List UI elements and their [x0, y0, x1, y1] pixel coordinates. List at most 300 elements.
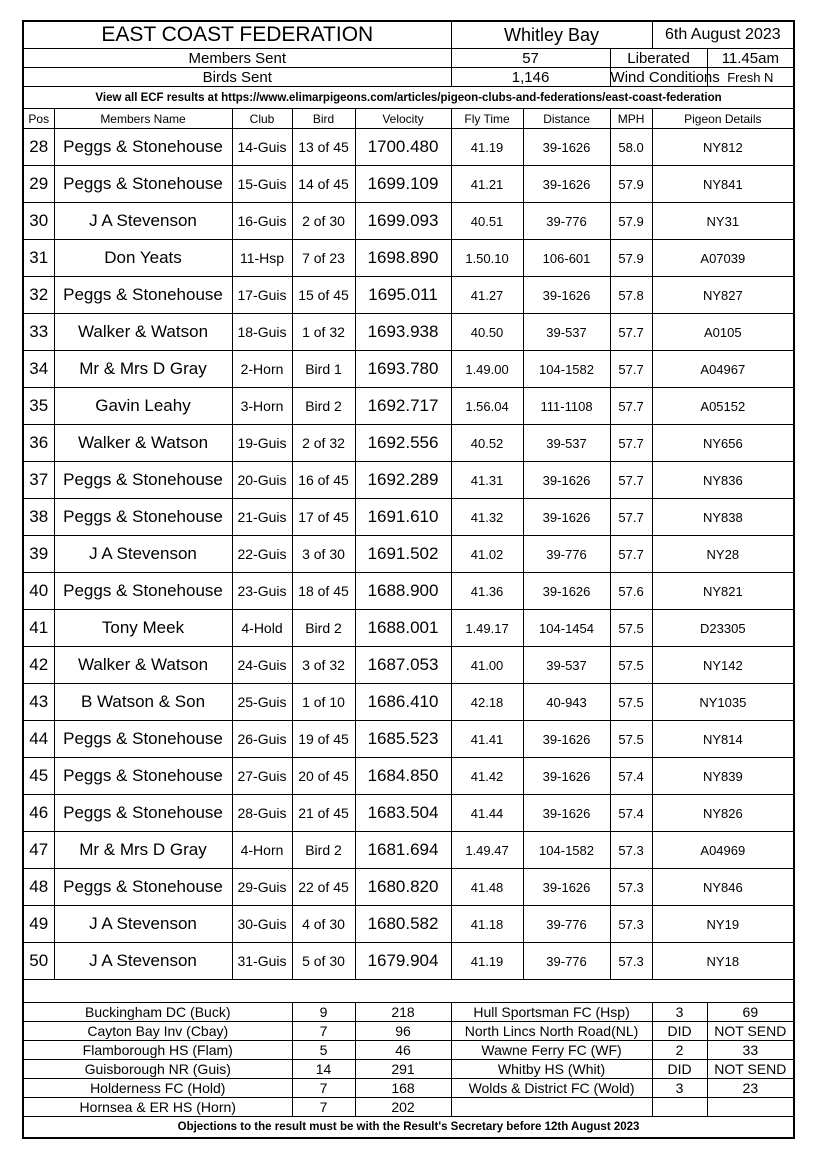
- cell-fly-time: 41.36: [451, 573, 523, 610]
- cell-bird: 15 of 45: [292, 277, 355, 314]
- table-row: [23, 203, 794, 240]
- table-row: [23, 573, 794, 610]
- cell-member-name: Peggs & Stonehouse: [54, 758, 232, 795]
- cell-pigeon-details: NY31: [652, 203, 794, 240]
- cell-club: 14-Guis: [232, 129, 292, 166]
- cell-club: 30-Guis: [232, 906, 292, 943]
- cell-pos: 29: [23, 166, 54, 203]
- cell-fly-time: 41.00: [451, 647, 523, 684]
- cell-pos: 38: [23, 499, 54, 536]
- cell-club: 16-Guis: [232, 203, 292, 240]
- col-members-name: Members Name: [54, 109, 232, 129]
- cell-velocity: 1699.109: [355, 166, 451, 203]
- summary-club-name: Cayton Bay Inv (Cbay): [23, 1022, 292, 1041]
- race-location: Whitley Bay: [451, 21, 652, 49]
- cell-velocity: 1698.890: [355, 240, 451, 277]
- cell-mph: 57.3: [610, 943, 652, 980]
- cell-mph: 57.7: [610, 314, 652, 351]
- table-row: [23, 462, 794, 499]
- cell-pigeon-details: NY656: [652, 425, 794, 462]
- cell-bird: Bird 1: [292, 351, 355, 388]
- summary-club-name: Holderness FC (Hold): [23, 1079, 292, 1098]
- spacer-row: [23, 980, 794, 1003]
- cell-velocity: 1700.480: [355, 129, 451, 166]
- cell-fly-time: 41.44: [451, 795, 523, 832]
- cell-mph: 57.8: [610, 277, 652, 314]
- birds-sent-label: Birds Sent: [23, 68, 451, 87]
- birds-sent-row: [23, 68, 794, 87]
- cell-member-name: Peggs & Stonehouse: [54, 721, 232, 758]
- summary-members-count: 2: [652, 1041, 707, 1060]
- summary-birds-count: 202: [355, 1098, 451, 1117]
- cell-distance: 40-943: [523, 684, 610, 721]
- cell-fly-time: 41.19: [451, 129, 523, 166]
- cell-member-name: Peggs & Stonehouse: [54, 795, 232, 832]
- cell-club: 15-Guis: [232, 166, 292, 203]
- wind-value: Fresh N: [707, 68, 794, 87]
- cell-pigeon-details: A07039: [652, 240, 794, 277]
- cell-fly-time: 41.21: [451, 166, 523, 203]
- col-velocity: Velocity: [355, 109, 451, 129]
- cell-fly-time: 1.49.17: [451, 610, 523, 647]
- cell-member-name: Walker & Watson: [54, 647, 232, 684]
- col-pos: Pos: [23, 109, 54, 129]
- summary-birds-count: 291: [355, 1060, 451, 1079]
- cell-pigeon-details: A04969: [652, 832, 794, 869]
- cell-velocity: 1686.410: [355, 684, 451, 721]
- cell-club: 20-Guis: [232, 462, 292, 499]
- cell-fly-time: 41.48: [451, 869, 523, 906]
- cell-fly-time: 41.27: [451, 277, 523, 314]
- results-sheet: [22, 20, 793, 1139]
- federation-title: EAST COAST FEDERATION: [23, 21, 451, 49]
- cell-distance: 39-1626: [523, 869, 610, 906]
- col-distance: Distance: [523, 109, 610, 129]
- cell-fly-time: 40.50: [451, 314, 523, 351]
- cell-fly-time: 42.18: [451, 684, 523, 721]
- cell-club: 23-Guis: [232, 573, 292, 610]
- cell-pigeon-details: NY812: [652, 129, 794, 166]
- cell-velocity: 1679.904: [355, 943, 451, 980]
- summary-birds-count: 96: [355, 1022, 451, 1041]
- cell-pos: 31: [23, 240, 54, 277]
- members-sent-row: [23, 49, 794, 68]
- table-row: [23, 869, 794, 906]
- cell-velocity: 1688.001: [355, 610, 451, 647]
- cell-velocity: 1692.717: [355, 388, 451, 425]
- cell-distance: 39-1626: [523, 795, 610, 832]
- cell-club: 18-Guis: [232, 314, 292, 351]
- cell-mph: 57.3: [610, 832, 652, 869]
- cell-distance: 39-537: [523, 425, 610, 462]
- cell-pos: 44: [23, 721, 54, 758]
- cell-pos: 47: [23, 832, 54, 869]
- objections-note: Objections to the result must be with the Result's Secretary before 12th August 2023: [23, 1117, 794, 1139]
- cell-pigeon-details: NY142: [652, 647, 794, 684]
- cell-distance: 39-1626: [523, 499, 610, 536]
- cell-pos: 49: [23, 906, 54, 943]
- cell-pos: 34: [23, 351, 54, 388]
- cell-pigeon-details: NY841: [652, 166, 794, 203]
- cell-pigeon-details: A0105: [652, 314, 794, 351]
- cell-pos: 32: [23, 277, 54, 314]
- cell-mph: 57.7: [610, 388, 652, 425]
- table-row: [23, 943, 794, 980]
- table-row: [23, 906, 794, 943]
- cell-velocity: 1683.504: [355, 795, 451, 832]
- cell-velocity: 1687.053: [355, 647, 451, 684]
- summary-club-name: North Lincs North Road(NL): [451, 1022, 652, 1041]
- cell-mph: 57.3: [610, 906, 652, 943]
- cell-velocity: 1681.694: [355, 832, 451, 869]
- cell-fly-time: 41.32: [451, 499, 523, 536]
- cell-member-name: Peggs & Stonehouse: [54, 462, 232, 499]
- cell-club: 4-Hold: [232, 610, 292, 647]
- cell-bird: 17 of 45: [292, 499, 355, 536]
- cell-distance: 39-1626: [523, 573, 610, 610]
- cell-fly-time: 1.49.00: [451, 351, 523, 388]
- summary-rows: [23, 1003, 794, 1117]
- summary-club-name: Flamborough HS (Flam): [23, 1041, 292, 1060]
- cell-pos: 35: [23, 388, 54, 425]
- cell-member-name: J A Stevenson: [54, 536, 232, 573]
- table-row: [23, 499, 794, 536]
- cell-bird: 18 of 45: [292, 573, 355, 610]
- cell-fly-time: 40.51: [451, 203, 523, 240]
- cell-pos: 40: [23, 573, 54, 610]
- cell-bird: 4 of 30: [292, 906, 355, 943]
- cell-pos: 33: [23, 314, 54, 351]
- summary-members-count: DID: [652, 1022, 707, 1041]
- cell-pigeon-details: NY28: [652, 536, 794, 573]
- cell-member-name: Tony Meek: [54, 610, 232, 647]
- cell-bird: 1 of 10: [292, 684, 355, 721]
- cell-club: 24-Guis: [232, 647, 292, 684]
- cell-member-name: Mr & Mrs D Gray: [54, 351, 232, 388]
- cell-bird: 1 of 32: [292, 314, 355, 351]
- cell-mph: 57.9: [610, 166, 652, 203]
- cell-distance: 104-1454: [523, 610, 610, 647]
- summary-club-name: Wawne Ferry FC (WF): [451, 1041, 652, 1060]
- summary-members-count: 7: [292, 1098, 355, 1117]
- cell-pigeon-details: NY821: [652, 573, 794, 610]
- cell-pigeon-details: A05152: [652, 388, 794, 425]
- cell-pos: 30: [23, 203, 54, 240]
- column-header-row: [23, 109, 794, 129]
- results-link[interactable]: View all ECF results at https://www.elimarpigeons.com/articles/pigeon-clubs-and-federations/east-coast-federation: [23, 87, 794, 109]
- col-pigeon-details: Pigeon Details: [652, 109, 794, 129]
- table-row: [23, 758, 794, 795]
- cell-pos: 28: [23, 129, 54, 166]
- summary-birds-count: [707, 1098, 794, 1117]
- cell-fly-time: 1.56.04: [451, 388, 523, 425]
- table-row: [23, 277, 794, 314]
- table-row: [23, 795, 794, 832]
- summary-club-name: Guisborough NR (Guis): [23, 1060, 292, 1079]
- cell-club: 22-Guis: [232, 536, 292, 573]
- cell-pos: 36: [23, 425, 54, 462]
- cell-bird: 2 of 30: [292, 203, 355, 240]
- cell-bird: 2 of 32: [292, 425, 355, 462]
- cell-member-name: B Watson & Son: [54, 684, 232, 721]
- cell-club: 29-Guis: [232, 869, 292, 906]
- cell-club: 21-Guis: [232, 499, 292, 536]
- cell-fly-time: 41.19: [451, 943, 523, 980]
- cell-member-name: Peggs & Stonehouse: [54, 129, 232, 166]
- summary-birds-count: 23: [707, 1079, 794, 1098]
- cell-bird: 5 of 30: [292, 943, 355, 980]
- cell-bird: 22 of 45: [292, 869, 355, 906]
- cell-bird: 19 of 45: [292, 721, 355, 758]
- members-sent-value: 57: [451, 49, 610, 68]
- cell-bird: 3 of 30: [292, 536, 355, 573]
- summary-row: [23, 1098, 794, 1117]
- cell-pos: 37: [23, 462, 54, 499]
- summary-row: [23, 1060, 794, 1079]
- cell-distance: 39-776: [523, 203, 610, 240]
- summary-club-name: Hornsea & ER HS (Horn): [23, 1098, 292, 1117]
- cell-fly-time: 40.52: [451, 425, 523, 462]
- cell-pigeon-details: NY838: [652, 499, 794, 536]
- table-row: [23, 536, 794, 573]
- summary-birds-count: 33: [707, 1041, 794, 1060]
- cell-velocity: 1680.820: [355, 869, 451, 906]
- cell-bird: 13 of 45: [292, 129, 355, 166]
- summary-birds-count: 218: [355, 1003, 451, 1022]
- cell-mph: 57.7: [610, 462, 652, 499]
- cell-velocity: 1691.502: [355, 536, 451, 573]
- cell-pos: 41: [23, 610, 54, 647]
- col-club: Club: [232, 109, 292, 129]
- cell-club: 28-Guis: [232, 795, 292, 832]
- cell-member-name: Mr & Mrs D Gray: [54, 832, 232, 869]
- liberated-label: Liberated: [610, 49, 707, 68]
- cell-member-name: J A Stevenson: [54, 203, 232, 240]
- cell-pigeon-details: NY826: [652, 795, 794, 832]
- cell-mph: 57.5: [610, 721, 652, 758]
- cell-distance: 39-1626: [523, 129, 610, 166]
- summary-club-name: Hull Sportsman FC (Hsp): [451, 1003, 652, 1022]
- table-row: [23, 721, 794, 758]
- cell-pos: 42: [23, 647, 54, 684]
- results-table: [22, 20, 795, 1139]
- members-sent-label: Members Sent: [23, 49, 451, 68]
- cell-club: 26-Guis: [232, 721, 292, 758]
- table-row: [23, 425, 794, 462]
- cell-pos: 45: [23, 758, 54, 795]
- cell-pigeon-details: NY18: [652, 943, 794, 980]
- summary-birds-count: NOT SEND: [707, 1060, 794, 1079]
- cell-mph: 57.3: [610, 869, 652, 906]
- summary-club-name: Whitby HS (Whit): [451, 1060, 652, 1079]
- table-row: [23, 610, 794, 647]
- col-mph: MPH: [610, 109, 652, 129]
- cell-velocity: 1691.610: [355, 499, 451, 536]
- cell-member-name: Gavin Leahy: [54, 388, 232, 425]
- cell-bird: 20 of 45: [292, 758, 355, 795]
- cell-pigeon-details: NY836: [652, 462, 794, 499]
- cell-mph: 57.7: [610, 425, 652, 462]
- summary-members-count: 7: [292, 1079, 355, 1098]
- cell-bird: 21 of 45: [292, 795, 355, 832]
- cell-mph: 57.9: [610, 240, 652, 277]
- cell-bird: Bird 2: [292, 832, 355, 869]
- cell-pigeon-details: NY1035: [652, 684, 794, 721]
- cell-pigeon-details: NY19: [652, 906, 794, 943]
- wind-label: Wind Conditions: [610, 68, 720, 86]
- cell-distance: 39-537: [523, 314, 610, 351]
- cell-club: 11-Hsp: [232, 240, 292, 277]
- cell-velocity: 1680.582: [355, 906, 451, 943]
- cell-bird: 14 of 45: [292, 166, 355, 203]
- cell-fly-time: 1.49.47: [451, 832, 523, 869]
- cell-fly-time: 1.50.10: [451, 240, 523, 277]
- table-row: [23, 240, 794, 277]
- cell-pigeon-details: A04967: [652, 351, 794, 388]
- col-fly-time: Fly Time: [451, 109, 523, 129]
- cell-club: 25-Guis: [232, 684, 292, 721]
- cell-distance: 39-537: [523, 647, 610, 684]
- summary-row: [23, 1022, 794, 1041]
- cell-distance: 39-1626: [523, 721, 610, 758]
- table-row: [23, 314, 794, 351]
- cell-pos: 39: [23, 536, 54, 573]
- footer-row: [23, 1117, 794, 1139]
- cell-club: 2-Horn: [232, 351, 292, 388]
- table-row: [23, 129, 794, 166]
- summary-members-count: 3: [652, 1079, 707, 1098]
- cell-distance: 39-776: [523, 906, 610, 943]
- result-rows: [23, 129, 794, 980]
- table-row: [23, 832, 794, 869]
- cell-club: 19-Guis: [232, 425, 292, 462]
- cell-distance: 39-1626: [523, 166, 610, 203]
- summary-row: [23, 1003, 794, 1022]
- cell-fly-time: 41.02: [451, 536, 523, 573]
- cell-fly-time: 41.31: [451, 462, 523, 499]
- cell-pos: 46: [23, 795, 54, 832]
- cell-velocity: 1695.011: [355, 277, 451, 314]
- cell-mph: 57.4: [610, 758, 652, 795]
- table-row: [23, 647, 794, 684]
- cell-mph: 57.4: [610, 795, 652, 832]
- summary-members-count: 5: [292, 1041, 355, 1060]
- cell-mph: 57.5: [610, 684, 652, 721]
- cell-member-name: Peggs & Stonehouse: [54, 869, 232, 906]
- cell-member-name: Walker & Watson: [54, 314, 232, 351]
- cell-member-name: J A Stevenson: [54, 943, 232, 980]
- cell-pigeon-details: NY839: [652, 758, 794, 795]
- col-bird: Bird: [292, 109, 355, 129]
- cell-pigeon-details: NY814: [652, 721, 794, 758]
- cell-mph: 57.7: [610, 536, 652, 573]
- birds-sent-value: 1,146: [451, 68, 610, 87]
- cell-mph: 57.7: [610, 351, 652, 388]
- summary-club-name: Wolds & District FC (Wold): [451, 1079, 652, 1098]
- summary-club-name: [451, 1098, 652, 1117]
- summary-members-count: 14: [292, 1060, 355, 1079]
- summary-members-count: 7: [292, 1022, 355, 1041]
- cell-bird: Bird 2: [292, 610, 355, 647]
- cell-fly-time: 41.41: [451, 721, 523, 758]
- cell-mph: 57.9: [610, 203, 652, 240]
- cell-distance: 104-1582: [523, 351, 610, 388]
- summary-row: [23, 1041, 794, 1060]
- cell-club: 27-Guis: [232, 758, 292, 795]
- cell-mph: 58.0: [610, 129, 652, 166]
- cell-velocity: 1692.556: [355, 425, 451, 462]
- cell-distance: 39-1626: [523, 277, 610, 314]
- summary-birds-count: NOT SEND: [707, 1022, 794, 1041]
- cell-distance: 39-1626: [523, 758, 610, 795]
- cell-pigeon-details: NY846: [652, 869, 794, 906]
- cell-club: 31-Guis: [232, 943, 292, 980]
- cell-fly-time: 41.18: [451, 906, 523, 943]
- cell-distance: 106-601: [523, 240, 610, 277]
- cell-pos: 43: [23, 684, 54, 721]
- cell-bird: 16 of 45: [292, 462, 355, 499]
- table-row: [23, 684, 794, 721]
- cell-mph: 57.5: [610, 647, 652, 684]
- cell-member-name: Peggs & Stonehouse: [54, 573, 232, 610]
- cell-club: 3-Horn: [232, 388, 292, 425]
- cell-pigeon-details: D23305: [652, 610, 794, 647]
- cell-pos: 50: [23, 943, 54, 980]
- summary-members-count: DID: [652, 1060, 707, 1079]
- cell-distance: 111-1108: [523, 388, 610, 425]
- summary-birds-count: 69: [707, 1003, 794, 1022]
- cell-mph: 57.5: [610, 610, 652, 647]
- race-date: 6th August 2023: [652, 21, 794, 49]
- cell-distance: 39-1626: [523, 462, 610, 499]
- summary-club-name: Buckingham DC (Buck): [23, 1003, 292, 1022]
- title-row: [23, 21, 794, 49]
- cell-velocity: 1693.938: [355, 314, 451, 351]
- cell-member-name: Peggs & Stonehouse: [54, 166, 232, 203]
- cell-member-name: Peggs & Stonehouse: [54, 499, 232, 536]
- cell-distance: 104-1582: [523, 832, 610, 869]
- summary-members-count: [652, 1098, 707, 1117]
- cell-velocity: 1685.523: [355, 721, 451, 758]
- cell-bird: 3 of 32: [292, 647, 355, 684]
- cell-velocity: 1688.900: [355, 573, 451, 610]
- link-row: [23, 87, 794, 109]
- liberated-time: 11.45am: [707, 49, 794, 68]
- cell-member-name: Walker & Watson: [54, 425, 232, 462]
- cell-distance: 39-776: [523, 536, 610, 573]
- cell-club: 17-Guis: [232, 277, 292, 314]
- table-row: [23, 388, 794, 425]
- summary-birds-count: 168: [355, 1079, 451, 1098]
- summary-members-count: 3: [652, 1003, 707, 1022]
- table-row: [23, 351, 794, 388]
- cell-mph: 57.7: [610, 499, 652, 536]
- cell-distance: 39-776: [523, 943, 610, 980]
- cell-velocity: 1693.780: [355, 351, 451, 388]
- summary-members-count: 9: [292, 1003, 355, 1022]
- cell-member-name: Don Yeats: [54, 240, 232, 277]
- summary-birds-count: 46: [355, 1041, 451, 1060]
- cell-fly-time: 41.42: [451, 758, 523, 795]
- cell-club: 4-Horn: [232, 832, 292, 869]
- cell-bird: Bird 2: [292, 388, 355, 425]
- cell-pos: 48: [23, 869, 54, 906]
- cell-bird: 7 of 23: [292, 240, 355, 277]
- cell-mph: 57.6: [610, 573, 652, 610]
- cell-velocity: 1692.289: [355, 462, 451, 499]
- summary-row: [23, 1079, 794, 1098]
- cell-velocity: 1699.093: [355, 203, 451, 240]
